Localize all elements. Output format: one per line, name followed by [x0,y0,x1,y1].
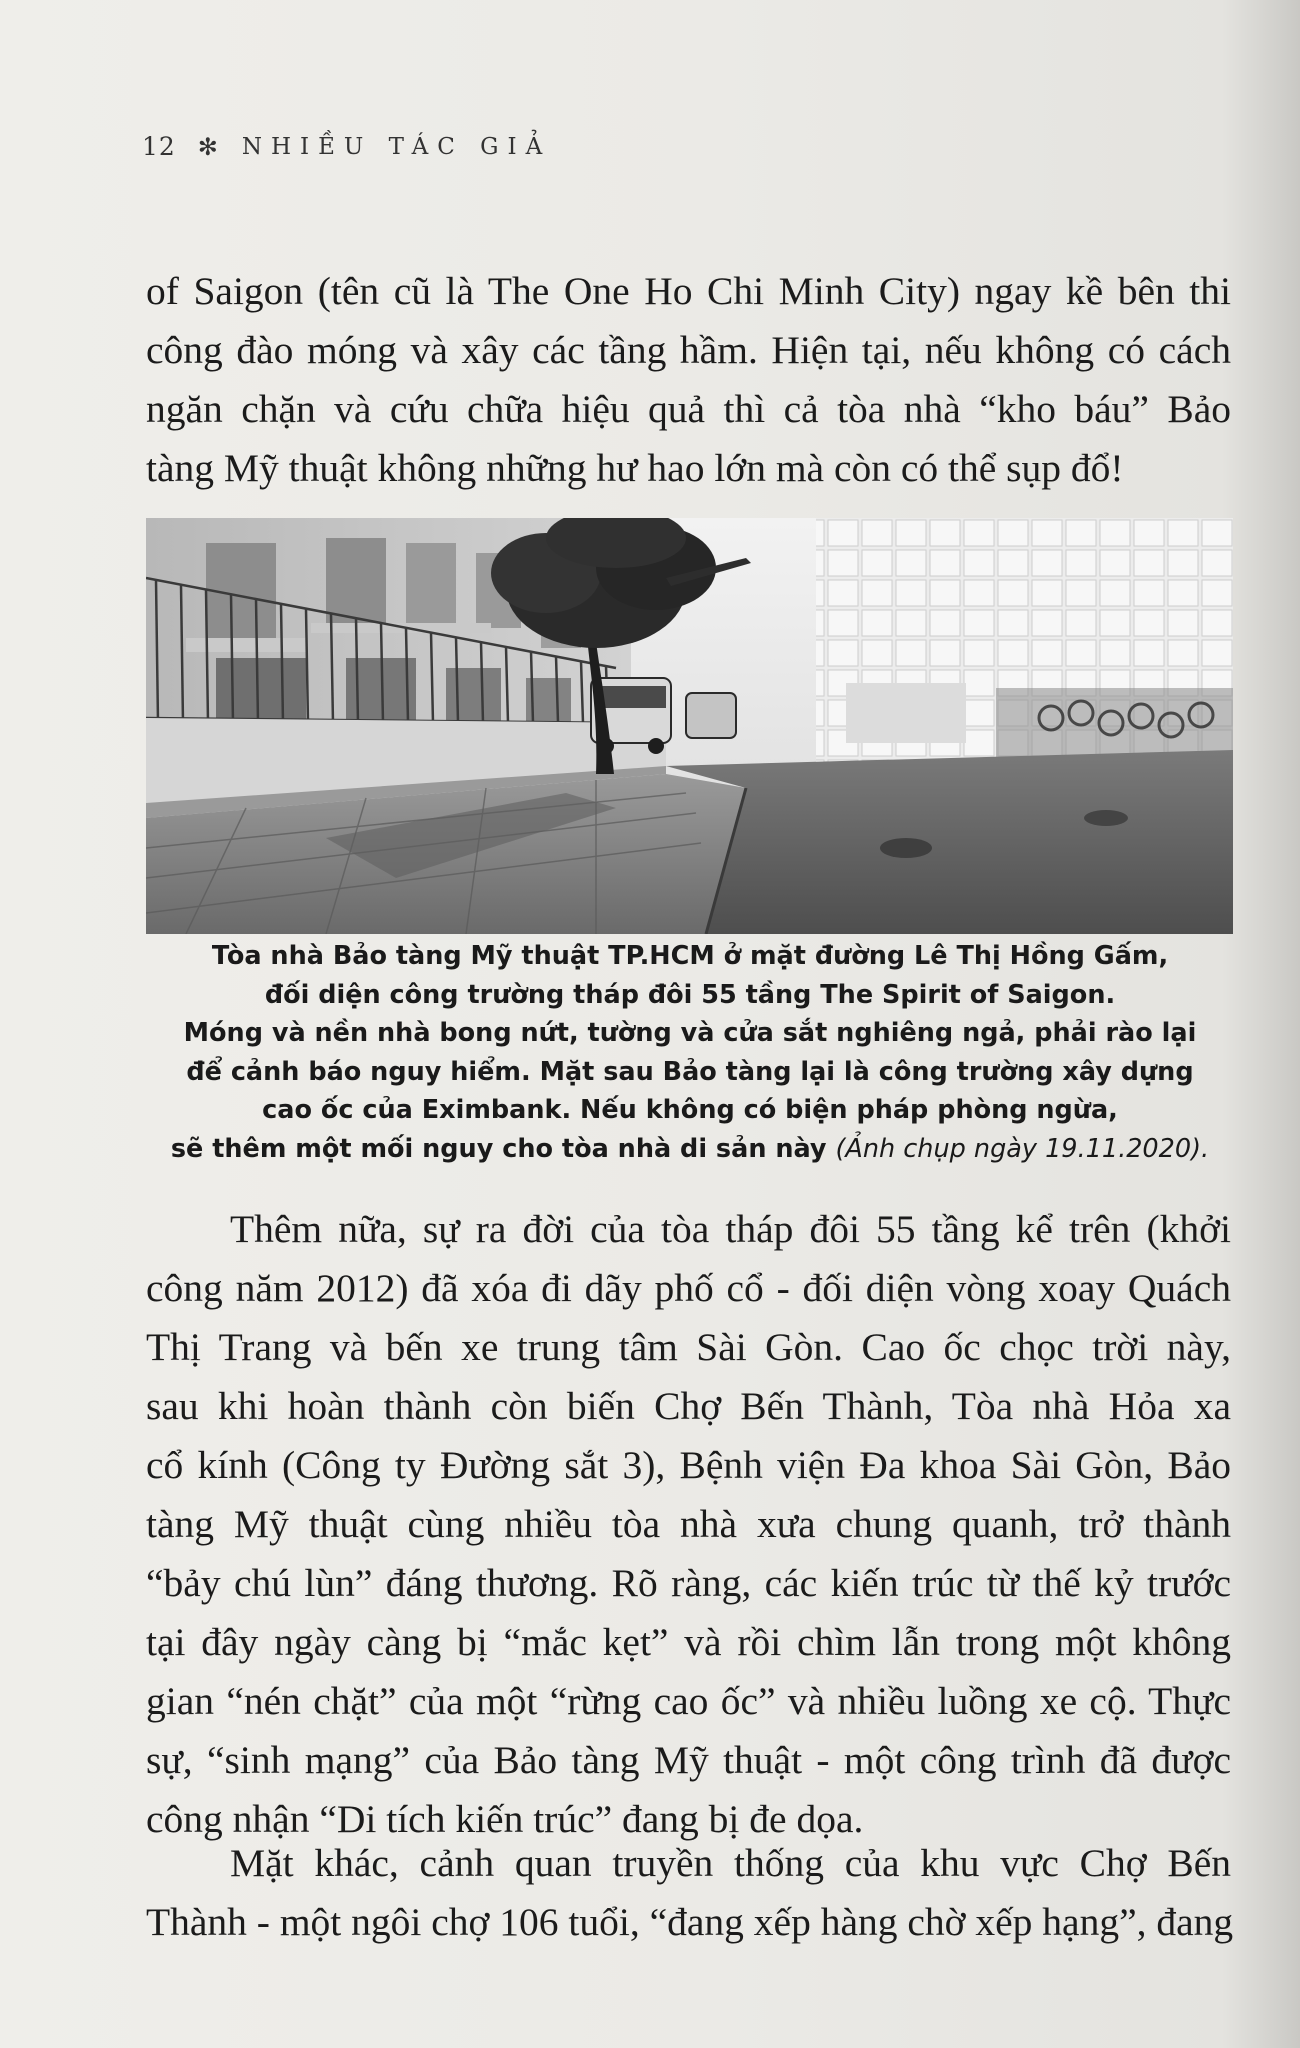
text-line: Thêm nữa, sự ra đời của tòa tháp đôi 55 tầng kể trên (khởi [230,1207,1231,1251]
caption-line: đối diện công trường tháp đôi 55 tầng The Spirit of Saigon. [264,979,1116,1010]
text-line: công năm 2012) đã xóa đi dãy phố cổ - đối diện vòng xoay Quách [146,1266,1231,1310]
text-line: công nhận “Di tích kiến trúc” đang bị đe dọa. [146,1797,864,1841]
caption-line: để cảnh báo nguy hiểm. Mặt sau Bảo tàng lại là công trường xây dựng [186,1056,1194,1087]
text-line: công đào móng và xây các tầng hầm. Hiện tại, nếu không có cách [146,328,1231,372]
paragraph-2 [146,1200,1231,1849]
asterisk-ornament-icon: ✻ [197,132,218,161]
modern-tower [816,518,1233,772]
text-line: tại đây ngày càng bị “mắc kẹt” và rồi chìm lẫn trong một không [146,1620,1231,1664]
paragraph-1 [146,262,1231,498]
text-line: “bảy chú lùn” đáng thương. Rõ ràng, các kiến trúc từ thế kỷ trước [146,1561,1231,1605]
text-line: sự, “sinh mạng” của Bảo tàng Mỹ thuật - một công trình đã được [146,1738,1231,1782]
text-line: Thành - một ngôi chợ 106 tuổi, “đang xếp hàng chờ xếp hạng”, đang [146,1900,1234,1944]
caption-line: cao ốc của Eximbank. Nếu không có biện pháp phòng ngừa, [262,1095,1118,1125]
running-title: NHIỀU TÁC GIẢ [241,133,552,160]
photo-credit: (Ảnh chụp ngày 19.11.2020). [835,1133,1210,1164]
text-line: sau khi hoàn thành còn biến Chợ Bến Thành, Tòa nhà Hỏa xa [146,1384,1231,1428]
text-line: ngăn chặn và cứu chữa hiệu quả thì cả tòa nhà “kho báu” Bảo [146,387,1231,431]
text-line: cổ kính (Công ty Đường sắt 3), Bệnh viện Đa khoa Sài Gòn, Bảo [146,1443,1231,1487]
text-line: Thị Trang và bến xe trung tâm Sài Gòn. Cao ốc chọc trời này, [146,1325,1231,1369]
museum-street-photo [146,518,1233,934]
caption-line: Móng và nền nhà bong nứt, tường và cửa sắt nghiêng ngả, phải rào lại [183,1018,1197,1048]
text-line: tàng Mỹ thuật cùng nhiều tòa nhà xưa chung quanh, trở thành [146,1502,1231,1546]
paragraph-3 [146,1834,1234,1952]
text-line: Mặt khác, cảnh quan truyền thống của khu vực Chợ Bến [230,1841,1231,1885]
caption-line-last [120,1130,1260,1169]
caption-line-text: sẽ thêm một mối nguy cho tòa nhà di sản này [170,1133,827,1164]
text-line: gian “nén chặt” của một “rừng cao ốc” và nhiều luồng xe cộ. Thực [146,1679,1231,1723]
caption-line: Tòa nhà Bảo tàng Mỹ thuật TP.HCM ở mặt đường Lê Thị Hồng Gấm, [211,941,1169,971]
text-line: tàng Mỹ thuật không những hư hao lớn mà còn có thể sụp đổ! [146,446,1124,490]
page-number: 12 [142,132,176,161]
text-line: of Saigon (tên cũ là The One Ho Chi Minh City) ngay kề bên thi [146,269,1231,313]
running-header [142,130,551,161]
road [666,750,1233,934]
photo-caption [120,937,1260,1168]
